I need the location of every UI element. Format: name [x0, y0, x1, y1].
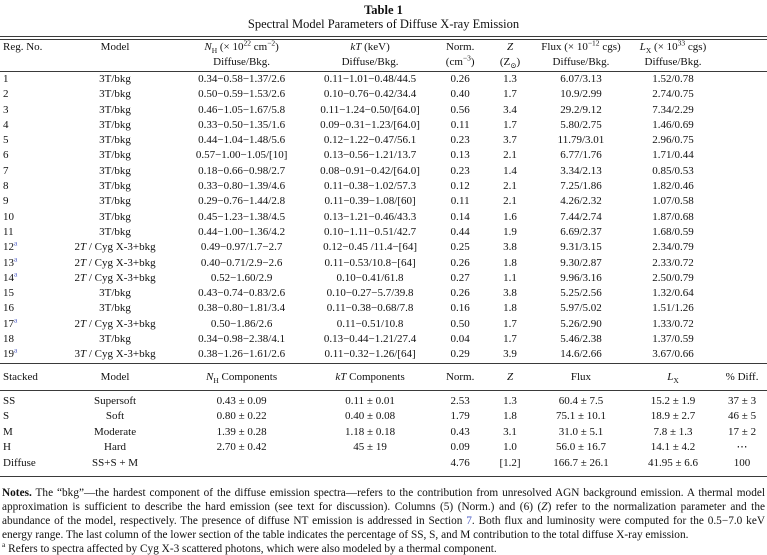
table-row [0, 409, 767, 425]
cell [717, 179, 767, 194]
cell: 2.1 [503, 149, 517, 162]
header-cell: Z [506, 41, 514, 53]
header-cell: Norm. [445, 370, 475, 383]
table-row [0, 286, 767, 301]
header-cell: kT Components [335, 370, 405, 383]
cell: 0.11−0.39−1.08/[60] [324, 195, 416, 208]
cell: 4 [3, 118, 9, 131]
cell: 0.16 [450, 302, 470, 315]
cell: 0.10−0.76−0.42/34.4 [323, 88, 417, 101]
footnote-marker-link[interactable]: a [14, 253, 18, 263]
table-row [0, 148, 767, 163]
cell: 3T / Cyg X-3+bkg [74, 348, 156, 361]
header-cell: Z [506, 370, 514, 383]
header-cell: $L_X$ (× $10^{33}$ cgs) [639, 38, 707, 56]
cell: 0.25 [450, 241, 470, 254]
cell: 1 [3, 73, 9, 85]
cell: 3T/bkg [99, 225, 131, 238]
table-row [0, 72, 767, 88]
cell: 3T/bkg [99, 287, 131, 300]
cell: 2.50/0.79 [652, 271, 694, 284]
cell [717, 148, 767, 163]
cell: 6.07/3.13 [560, 73, 602, 85]
cell: 5 [3, 134, 9, 147]
cell: 0.11−0.32−1.26/[64] [324, 348, 416, 361]
table-row [0, 225, 767, 240]
cell: Supersoft [93, 394, 137, 407]
notes-text: The “bkg”—the hardest component of the diffuse emission spectra—refers to the contribution from unresolved AGN background emission. A thermal model approximation is sufficient to describe the hard emission (see text for discussion). Columns (5) (Norm.) and (6) (Z) refer to the normalization parameter and the abundance of the model, respectively. The presence of diffuse NT emission is addressed in Section 7. Both flux and luminosity were computed for the 0.5−7.0 keV energy range. The last column of the lower section of the table indicates the percentage of SS, S, and M contribution to the total diffuse X-ray emission. [2, 486, 765, 542]
table-row [0, 456, 767, 476]
cell: 0.13−1.21−0.46/43.3 [323, 210, 417, 223]
cell: 3.8 [503, 241, 517, 254]
cell: 3.4 [503, 103, 517, 116]
cell: 1.6 [503, 210, 517, 223]
cell: 2.34/0.79 [652, 241, 694, 254]
cell: 0.18−0.66−0.98/2.7 [198, 164, 286, 177]
cell: 10.9/2.99 [560, 88, 602, 101]
cell: 1.8 [503, 256, 517, 269]
cell: 1.3 [503, 73, 517, 85]
cell [176, 456, 306, 476]
cell: 0.11−0.53/10.8−[64] [324, 256, 416, 269]
table-row [0, 210, 767, 225]
header-cell: $(Z_⊙)$ [499, 55, 521, 70]
cell: 1.4 [503, 164, 517, 177]
cell: 2T / Cyg X-3+bkg [74, 271, 156, 284]
table-row [0, 118, 767, 133]
cell: 0.80 ± 0.22 [216, 410, 267, 423]
cell: 5.46/2.38 [560, 333, 602, 346]
cell: 6.69/2.37 [560, 225, 602, 238]
cell: 2.96/0.75 [652, 134, 694, 147]
cell: 9.31/3.15 [560, 241, 602, 254]
table-notes [2, 486, 765, 543]
footnote-marker-link[interactable]: a [14, 269, 18, 279]
cell: 2 [3, 88, 9, 101]
cell: 31.0 ± 5.1 [558, 425, 604, 438]
table-row [0, 240, 767, 255]
cell: 0.52−1.60/2.9 [210, 271, 273, 284]
cell: 9.30/2.87 [560, 256, 602, 269]
cell: 0.43 [450, 425, 470, 438]
header-cell: $N_H$ (× $10^{22}$ $cm^{-2}$) [204, 38, 279, 56]
cell: 0.33−0.50−1.35/1.6 [198, 118, 286, 131]
notes-label: Notes. [2, 486, 32, 499]
cell: 17 ± 2 [728, 425, 757, 438]
cell: 0.40 ± 0.08 [345, 410, 396, 423]
cell: 4.26/2.32 [560, 195, 602, 208]
cell [717, 332, 767, 347]
cell: 1.51/1.26 [652, 302, 694, 315]
cell [717, 118, 767, 133]
cell: 56.0 ± 16.7 [555, 441, 606, 454]
cell: 0.11 ± 0.01 [345, 394, 395, 407]
header-cell: % Diff. [725, 370, 759, 383]
cell: 5.26/2.90 [560, 317, 602, 330]
cell: 1.71/0.44 [652, 149, 694, 162]
footnote-marker-link[interactable]: a [14, 238, 18, 248]
cell: 0.10−1.11−0.51/42.7 [324, 225, 417, 238]
cell: 0.44−1.04−1.48/5.6 [198, 134, 286, 147]
cell: 3T/bkg [99, 210, 131, 223]
cell: Diffuse [3, 457, 36, 470]
cell: 13$^a$ [3, 253, 18, 269]
cell: 18 [3, 333, 14, 346]
cell [717, 87, 767, 102]
cell: 18.9 ± 2.7 [650, 410, 696, 423]
cell: 1.9 [503, 225, 517, 238]
cell: 14.1 ± 4.2 [650, 441, 696, 454]
header-cell: $(cm^{-3})$ [445, 52, 475, 68]
cell: 0.09 [450, 441, 470, 454]
cell: 0.08−0.91−0.42/[64.0] [320, 164, 420, 177]
cell: 0.85/0.53 [652, 164, 694, 177]
cell: 1.0 [503, 441, 517, 454]
cell: 3.7 [503, 134, 517, 147]
cell: 0.12−0.45 /11.4−[64] [323, 241, 417, 254]
cell: 75.1 ± 10.1 [555, 410, 606, 423]
table-row [0, 179, 767, 194]
cell: 5.80/2.75 [560, 118, 602, 131]
cell: 9 [3, 195, 9, 208]
cell: 1.46/0.69 [652, 118, 694, 131]
cell: 7.44/2.74 [560, 210, 602, 223]
cell: 2.53 [450, 394, 470, 407]
table-row [0, 425, 767, 441]
cell: 0.43−0.74−0.83/2.6 [198, 287, 286, 300]
cell: 1.7 [503, 118, 517, 131]
header-cell: Flux [570, 370, 592, 383]
cell: 0.34−0.58−1.37/2.6 [198, 73, 286, 85]
cell: 14$^a$ [3, 269, 18, 284]
cell: 15 [3, 287, 14, 300]
cell: 14.6/2.66 [560, 348, 602, 361]
spectral-table-body [0, 72, 767, 364]
table-row [0, 317, 767, 332]
cell [717, 271, 767, 286]
cell: 7 [3, 164, 9, 177]
table-row [0, 390, 767, 409]
cell: 0.27 [450, 271, 470, 284]
header-cell: Diffuse/Bkg. [644, 55, 702, 68]
cell: 100 [733, 457, 751, 470]
stacked-table-body [0, 390, 767, 476]
table-row [0, 332, 767, 347]
cell [717, 210, 767, 225]
cell: 1.32/0.64 [652, 287, 694, 300]
cell: 1.37/0.59 [652, 333, 694, 346]
cell: Moderate [93, 425, 137, 438]
cell: 0.14 [450, 210, 470, 223]
cell [717, 103, 767, 118]
cell: 2.70 ± 0.42 [216, 441, 267, 454]
cell: 166.7 ± 26.1 [553, 457, 609, 470]
cell: 1.39 ± 0.28 [216, 425, 267, 438]
cell: 16 [3, 302, 14, 315]
cell: 1.1 [503, 271, 517, 284]
cell: 3.8 [503, 287, 517, 300]
cell [717, 286, 767, 301]
cell: 19$^a$ [3, 345, 18, 361]
cell: 3.1 [503, 425, 517, 438]
table-row [0, 301, 767, 316]
table-row [0, 347, 767, 363]
cell: 3T/bkg [99, 134, 131, 147]
cell: 0.13−0.44−1.21/27.4 [323, 333, 417, 346]
cell: 7.8 ± 1.3 [653, 425, 693, 438]
cell: 0.23 [450, 164, 470, 177]
cell [717, 164, 767, 179]
cell: 0.11−1.24−0.50/[64.0] [320, 103, 420, 116]
header-cell: $L_X$ [667, 370, 679, 385]
header-cell: Diffuse/Bkg. [552, 55, 610, 68]
cell: 3T/bkg [99, 73, 131, 85]
cell [717, 133, 767, 148]
cell: 0.04 [450, 333, 470, 346]
table-row [0, 133, 767, 148]
header-cell: Norm. [445, 41, 475, 53]
stacked-header-row [0, 364, 767, 391]
cell: 0.38−0.80−1.81/3.4 [198, 302, 286, 315]
cell: 0.29 [450, 348, 470, 361]
section-reference-link[interactable]: 7 [466, 515, 472, 528]
cell: 6.77/1.76 [560, 149, 602, 162]
table-row [0, 164, 767, 179]
cell [717, 240, 767, 255]
cell: 0.50−1.86/2.6 [210, 317, 273, 330]
header-cell [717, 40, 767, 55]
cell: 3.9 [503, 348, 517, 361]
table-row [0, 87, 767, 102]
header-cell: kT (keV) [350, 41, 390, 53]
cell: 0.57−1.00−1.05/[10] [195, 149, 288, 162]
cell: 0.44−1.00−1.36/4.2 [198, 225, 286, 238]
cell: 3.34/2.13 [560, 164, 602, 177]
cell: 1.68/0.59 [652, 225, 694, 238]
cell: 0.09−0.31−1.23/[64.0] [320, 118, 420, 131]
footnote-marker-link[interactable]: a [14, 345, 18, 355]
cell: 1.7 [503, 88, 517, 101]
cell: 1.87/0.68 [652, 210, 694, 223]
cell: Soft [105, 410, 125, 423]
table-row [0, 194, 767, 209]
cell: 3.67/0.66 [652, 348, 694, 361]
cell: 2.74/0.75 [652, 88, 694, 101]
cell: 2.33/0.72 [652, 256, 694, 269]
cell: 37 ± 3 [728, 394, 757, 407]
cell: 7.25/1.86 [560, 180, 602, 193]
cell: 1.8 [503, 410, 517, 423]
cell: S [3, 410, 10, 423]
cell: 2.1 [503, 180, 517, 193]
cell: 11.79/3.01 [557, 134, 605, 147]
cell [717, 317, 767, 332]
header-row-1 [0, 40, 767, 55]
cell: 29.2/9.12 [560, 103, 602, 116]
cell: 3T/bkg [99, 103, 131, 116]
cell [717, 194, 767, 209]
header-cell: Model [100, 41, 130, 53]
cell: 46 ± 5 [728, 410, 757, 423]
cell: 45 ± 19 [353, 441, 387, 454]
cell: 1.7 [503, 317, 517, 330]
cell: 3T/bkg [99, 333, 131, 346]
cell [717, 347, 767, 363]
cell: 12$^a$ [3, 238, 18, 254]
cell [717, 301, 767, 316]
cell: 0.45−1.23−1.38/4.5 [198, 210, 286, 223]
cell: 15.2 ± 1.9 [650, 394, 696, 407]
cell: 0.10−0.41/61.8 [336, 271, 404, 284]
header-row-2 [0, 55, 767, 72]
cell: 0.12 [450, 180, 470, 193]
cell: 0.56 [450, 103, 470, 116]
cell: 0.50 [450, 317, 470, 330]
cell: 0.43 ± 0.09 [216, 394, 267, 407]
cell: 0.13 [450, 149, 470, 162]
cell: 3 [3, 103, 9, 116]
cell: SS [3, 394, 16, 407]
cell: 5.97/5.02 [560, 302, 602, 315]
cell: 0.10−0.27−5.7/39.8 [326, 287, 414, 300]
cell: 0.12−1.22−0.47/56.1 [323, 134, 417, 147]
cell: 4.76 [450, 457, 470, 470]
cell: 0.26 [450, 287, 470, 300]
cell: 6 [3, 149, 9, 162]
cell: 0.11 [450, 195, 470, 208]
cell: 0.49−0.97/1.7−2.7 [200, 241, 283, 254]
cell: SS+S + M [92, 457, 139, 470]
cell [717, 72, 767, 88]
cell: 0.46−1.05−1.67/5.8 [198, 103, 286, 116]
cell: 2T / Cyg X-3+bkg [74, 256, 156, 269]
cell: 11 [3, 225, 14, 238]
cell: 0.13−0.56−1.21/13.7 [323, 149, 417, 162]
table-row [0, 103, 767, 118]
cell: 0.11−1.01−0.48/44.5 [324, 73, 417, 85]
table-caption: Spectral Model Parameters of Diffuse X-ray Emission [247, 17, 520, 31]
cell: 1.7 [503, 333, 517, 346]
table-row [0, 440, 767, 456]
table-row [0, 271, 767, 286]
header-cell [54, 55, 177, 72]
cell: H [3, 441, 11, 454]
cell: 1.8 [503, 302, 517, 315]
cell: 1.52/0.78 [652, 73, 694, 85]
cell: 0.50−0.59−1.53/2.6 [198, 88, 286, 101]
cell: 5.25/2.56 [560, 287, 602, 300]
cell: 0.33−0.80−1.39/4.6 [198, 180, 286, 193]
cell: 0.23 [450, 134, 470, 147]
cell: 0.29−0.76−1.44/2.8 [198, 195, 286, 208]
cell [307, 456, 434, 476]
cell: 0.40 [450, 88, 470, 101]
table-number-title: Table 1 [364, 3, 403, 17]
cell: 1.18 ± 0.18 [345, 425, 396, 438]
cell: M [3, 425, 13, 438]
spectral-parameters-table [0, 40, 767, 364]
cell: 3T/bkg [99, 88, 131, 101]
cell: 1.82/0.46 [652, 180, 694, 193]
cell: 0.11 [450, 118, 470, 131]
header-cell [0, 55, 54, 72]
cell: 10 [3, 210, 14, 223]
cell: 3T/bkg [99, 302, 131, 315]
cell: [1.2] [499, 457, 521, 470]
cell: 0.11−0.51/10.8 [336, 317, 404, 330]
header-cell: Model [100, 370, 130, 383]
cell: 9.96/3.16 [560, 271, 602, 284]
cell: 7.34/2.29 [652, 103, 694, 116]
table-footnote-a: $^a$ Refers to spectra affected by Cyg X-3 scattered photons, which were also modeled by a thermal component. [2, 540, 497, 555]
cell [717, 256, 767, 271]
table-row [0, 256, 767, 271]
cell: 17$^a$ [3, 315, 18, 330]
footnote-marker-link[interactable]: a [14, 315, 18, 325]
cell: Hard [104, 441, 127, 454]
cell [717, 225, 767, 240]
header-cell: Diffuse/Bkg. [341, 55, 399, 68]
cell: 0.44 [450, 225, 470, 238]
header-cell: $N_H$ Components [206, 370, 278, 385]
cell: 3T/bkg [99, 149, 131, 162]
cell: 1.07/0.58 [652, 195, 694, 208]
header-cell: Flux (× $10^{-12}$ cgs) [541, 38, 621, 53]
cell: 2T / Cyg X-3+bkg [74, 317, 156, 330]
stacked-table-header [0, 364, 767, 391]
cell: 2T / Cyg X-3+bkg [74, 241, 156, 254]
cell: 3T/bkg [99, 118, 131, 131]
cell: 0.11−0.38−0.68/7.8 [326, 302, 414, 315]
cell: 41.95 ± 6.6 [647, 457, 699, 470]
cell: 1.3 [503, 394, 517, 407]
cell: 60.4 ± 7.5 [558, 394, 604, 407]
spectral-table-header [0, 40, 767, 72]
cell: 0.11−0.38−1.02/57.3 [324, 180, 417, 193]
cell: 0.34−0.98−2.38/4.1 [198, 333, 286, 346]
header-cell: Reg. No. [3, 41, 43, 53]
cell: 0.26 [450, 256, 470, 269]
cell: 0.26 [450, 73, 470, 85]
cell: 3T/bkg [99, 180, 131, 193]
cell: 0.40−0.71/2.9−2.6 [200, 256, 283, 269]
stacked-spectra-table [0, 364, 767, 477]
header-cell: Stacked [3, 370, 38, 383]
cell: 1.33/0.72 [652, 317, 694, 330]
cell: 1.79 [450, 410, 470, 423]
cell: 8 [3, 180, 9, 193]
header-cell [717, 55, 767, 72]
cell: 3T/bkg [99, 164, 131, 177]
cell: 3T/bkg [99, 195, 131, 208]
header-cell: Diffuse/Bkg. [213, 55, 271, 68]
cell: ⋯ [736, 441, 748, 454]
cell: 2.1 [503, 195, 517, 208]
cell: 0.38−1.26−1.61/2.6 [198, 348, 286, 361]
